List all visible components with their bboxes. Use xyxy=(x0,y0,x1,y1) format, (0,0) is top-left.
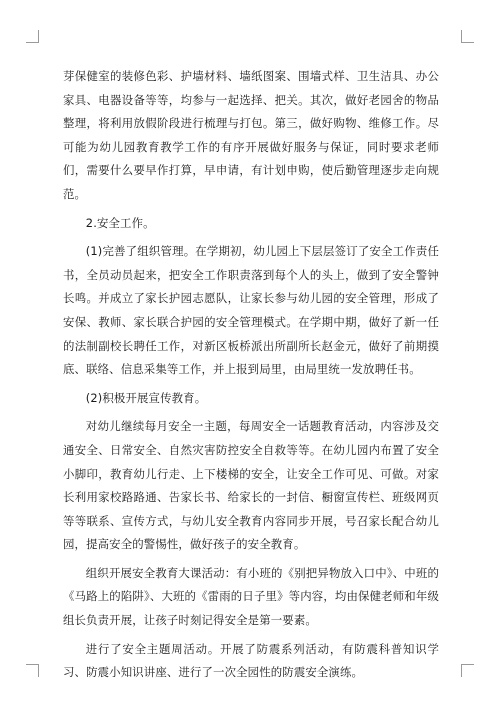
crop-mark-top-left xyxy=(26,30,39,43)
paragraph-safety-lessons: 组织开展安全教育大课活动：有小班的《别把异物放入口中》、中班的《马路上的陷阱》、大班的《雷雨的日子里》等内容，均由保健老师和年级组长负责开展，让孩子时刻记得安全是第一要素。 xyxy=(63,565,439,628)
crop-mark-bottom-right xyxy=(461,664,474,677)
document-body xyxy=(63,65,439,690)
paragraph-logistics-continued: 芽保健室的装修色彩、护墙材料、墙纸图案、围墙式样、卫生洁具、办公家具、电器设备等等，均参与一起选择、把关。其次，做好老园舍的物品整理，将利用放假阶段进行梳理与打包。第三，做好购物、维修工作。尽可能为幼儿园教育教学工作的有序开展做好服务与保证，同时要求老师们，需要什么要早作打算，早申请，有计划申购，使后勤管理逐步走向规范。 xyxy=(63,69,439,201)
section-heading-safety: 2.安全工作。 xyxy=(85,215,155,230)
crop-mark-top-right xyxy=(461,30,474,43)
subheading-publicity-education: (2)积极开展宣传教育。 xyxy=(85,390,207,405)
paragraph-safety-theme-week: 进行了安全主题周活动。开展了防震系列活动，有防震科普知识学习、防震小知识讲座、进行了一次全园性的防震安全演练。 xyxy=(63,641,439,680)
crop-mark-bottom-left xyxy=(26,664,39,677)
paragraph-monthly-safety-theme: 对幼儿继续每月安全一主题，每周安全一话题教育活动，内容涉及交通安全、日常安全、自然灾害防控安全自救等等。在幼儿园内布置了安全小脚印，教育幼儿行走、上下楼梯的安全，让安全工作可见、可做。对家长利用家校路路通、告家长书、给家长的一封信、橱窗宣传栏、班级网页等等联系、宣传方式，与幼儿安全教育内容同步开展，号召家长配合幼儿园，提高安全的警惕性，做好孩子的安全教育。 xyxy=(63,419,439,552)
paragraph-organization-management: (1)完善了组织管理。在学期初，幼儿园上下层层签订了安全工作责任书，全员动员起来，把安全工作职责落到每个人的头上，做到了安全警钟长鸣。并成立了家长护园志愿队，让家长参与幼儿园的安全管理，形成了安保、教师、家长联合护园的安全管理模式。在学期中期，做好了新一任的法制副校长聘任工作，对新区板桥派出所副所长赵金元，做好了前期摸底、联络、信息采集等工作，并上报到局里，由局里统一发放聘任书。 xyxy=(63,244,439,377)
